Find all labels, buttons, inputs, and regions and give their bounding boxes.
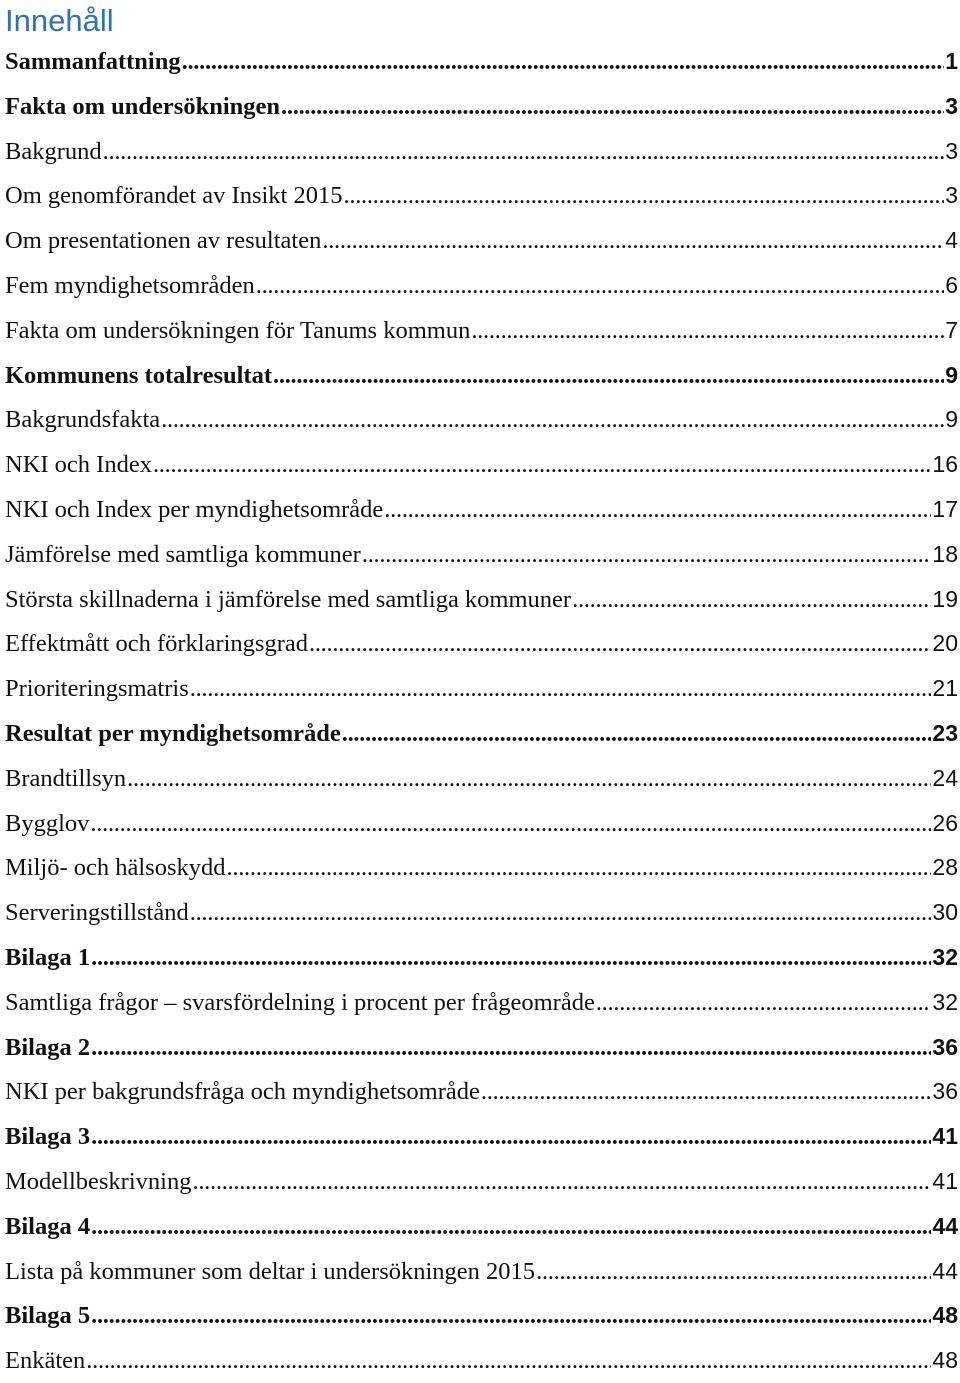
toc-entry[interactable] <box>0 129 960 174</box>
toc-entry-title: Fakta om undersökningen för Tanums kommun <box>5 316 471 344</box>
toc-entry-title: Fakta om undersökningen <box>5 92 281 120</box>
toc-entry[interactable] <box>0 711 960 756</box>
toc-entry[interactable] <box>0 980 960 1025</box>
toc-page-number: 7 <box>945 316 958 343</box>
toc-dot-leader <box>182 40 945 84</box>
toc-page-number: 3 <box>945 182 958 209</box>
toc-entry-title: NKI och Index <box>5 451 152 479</box>
toc-entry-title: Bilaga 2 <box>5 1033 91 1061</box>
toc-dot-leader <box>256 264 944 308</box>
toc-entry-title: Sammanfattning <box>5 48 181 75</box>
toc-entry-title: Lista på kommuner som deltar i undersökningen 2015 <box>5 1257 536 1285</box>
toc-entry[interactable] <box>0 263 960 308</box>
toc-page-number: 6 <box>945 271 958 298</box>
toc-entry[interactable] <box>0 577 960 622</box>
toc-page-number: 48 <box>932 1347 958 1374</box>
toc-page-number: 41 <box>932 1123 958 1150</box>
toc-entry-title: Modellbeskrivning <box>5 1167 192 1195</box>
toc-page-number: 1 <box>945 48 958 74</box>
toc-dot-leader <box>91 936 931 980</box>
toc-dot-leader <box>161 398 944 442</box>
toc-dot-leader <box>190 891 932 935</box>
toc-page-number: 4 <box>945 227 958 254</box>
toc-dot-leader <box>596 981 932 1025</box>
toc-entry-title: Resultat per myndighetsområde <box>5 719 341 747</box>
toc-dot-leader <box>91 1294 931 1338</box>
toc-dot-leader <box>471 309 944 353</box>
toc-page-number: 9 <box>945 406 958 433</box>
toc-entry[interactable] <box>0 39 960 84</box>
table-of-contents <box>0 39 960 1383</box>
toc-dot-leader <box>344 174 945 218</box>
toc-heading: Innehåll <box>5 3 114 38</box>
toc-dot-leader <box>103 130 945 174</box>
toc-dot-leader <box>153 443 931 487</box>
toc-entry-title: Kommunens totalresultat <box>5 361 272 389</box>
toc-entry[interactable] <box>0 1069 960 1114</box>
toc-page-number: 18 <box>932 540 958 567</box>
toc-page-number: 32 <box>932 988 958 1015</box>
toc-dot-leader <box>91 1205 931 1249</box>
toc-entry[interactable] <box>0 935 960 980</box>
toc-entry[interactable] <box>0 487 960 532</box>
toc-page-number: 26 <box>932 809 958 836</box>
toc-entry[interactable] <box>0 308 960 353</box>
toc-dot-leader <box>86 1339 931 1383</box>
toc-entry[interactable] <box>0 756 960 801</box>
toc-entry-title: Effektmått och förklaringsgrad <box>5 630 308 658</box>
toc-entry[interactable] <box>0 1025 960 1070</box>
toc-entry[interactable] <box>0 1204 960 1249</box>
toc-entry-title: Serveringstillstånd <box>5 899 189 927</box>
toc-dot-leader <box>536 1250 931 1294</box>
toc-dot-leader <box>322 219 944 263</box>
toc-entry[interactable] <box>0 621 960 666</box>
toc-entry[interactable] <box>0 1293 960 1338</box>
toc-dot-leader <box>192 1160 931 1204</box>
toc-dot-leader <box>281 85 944 129</box>
toc-page-number: 19 <box>932 585 958 612</box>
toc-page-number: 24 <box>932 764 958 791</box>
toc-dot-leader <box>227 846 932 890</box>
toc-entry[interactable] <box>0 84 960 129</box>
toc-entry-title: Bilaga 4 <box>5 1212 91 1240</box>
toc-page-number: 3 <box>945 137 958 164</box>
toc-dot-leader <box>91 1026 931 1070</box>
toc-page-number: 36 <box>932 1078 958 1105</box>
toc-page-number: 30 <box>932 899 958 926</box>
toc-entry-title: Samtliga frågor – svarsfördelning i procent per frågeområde <box>5 988 595 1016</box>
toc-page-number: 21 <box>932 675 958 702</box>
toc-dot-leader <box>90 802 931 846</box>
toc-dot-leader <box>190 667 932 711</box>
toc-entry[interactable] <box>0 1249 960 1294</box>
toc-entry-title: Fem myndighetsområden <box>5 271 255 299</box>
toc-entry-title: Bygglov <box>5 809 90 837</box>
toc-entry-title: Enkäten <box>5 1347 86 1375</box>
toc-entry[interactable] <box>0 442 960 487</box>
toc-entry-title: Bakgrund <box>5 137 102 165</box>
toc-page-number: 17 <box>932 495 958 522</box>
toc-page-number: 9 <box>945 361 958 388</box>
toc-entry[interactable] <box>0 1159 960 1204</box>
toc-entry-title: Bakgrundsfakta <box>5 406 161 434</box>
toc-page-number: 48 <box>932 1302 958 1329</box>
toc-dot-leader <box>273 354 944 398</box>
toc-entry[interactable] <box>0 1338 960 1383</box>
toc-entry[interactable] <box>0 801 960 846</box>
toc-dot-leader <box>362 533 932 577</box>
toc-entry-title: Bilaga 1 <box>5 943 91 971</box>
toc-entry-title: Om genomförandet av Insikt 2015 <box>5 182 343 210</box>
toc-page-number: 16 <box>932 451 958 478</box>
toc-dot-leader <box>309 622 931 666</box>
toc-entry-title: Största skillnaderna i jämförelse med samtliga kommuner <box>5 585 572 613</box>
toc-entry-title: NKI och Index per myndighetsområde <box>5 495 384 523</box>
toc-page-number: 20 <box>932 630 958 657</box>
toc-entry-title: Jämförelse med samtliga kommuner <box>5 540 361 568</box>
toc-entry-title: Prioriteringsmatris <box>5 675 189 703</box>
toc-page-number: 36 <box>932 1033 958 1060</box>
toc-entry[interactable] <box>0 173 960 218</box>
toc-entry-title: Bilaga 5 <box>5 1302 91 1330</box>
toc-dot-leader <box>481 1070 932 1114</box>
toc-entry[interactable] <box>0 397 960 442</box>
toc-dot-leader <box>384 488 931 532</box>
toc-entry-title: Om presentationen av resultaten <box>5 227 322 255</box>
toc-page-number: 32 <box>932 943 958 970</box>
toc-page-number: 3 <box>945 92 958 119</box>
toc-entry[interactable] <box>0 890 960 935</box>
toc-entry[interactable] <box>0 353 960 398</box>
toc-entry-title: Brandtillsyn <box>5 764 127 792</box>
toc-entry[interactable] <box>0 1114 960 1159</box>
toc-page-number: 44 <box>932 1257 958 1284</box>
toc-dot-leader <box>342 712 932 756</box>
toc-entry-title: NKI per bakgrundsfråga och myndighetsområde <box>5 1078 480 1106</box>
toc-entry[interactable] <box>0 666 960 711</box>
toc-entry[interactable] <box>0 218 960 263</box>
toc-dot-leader <box>91 1115 931 1159</box>
toc-dot-leader <box>572 578 931 622</box>
toc-page-number: 28 <box>932 854 958 881</box>
toc-entry[interactable] <box>0 532 960 577</box>
toc-dot-leader <box>127 757 931 801</box>
toc-page-number: 23 <box>932 719 958 746</box>
toc-entry[interactable] <box>0 845 960 890</box>
toc-page-number: 41 <box>932 1167 958 1194</box>
toc-entry-title: Bilaga 3 <box>5 1123 91 1151</box>
toc-entry-title: Miljö- och hälsoskydd <box>5 854 226 882</box>
toc-page-number: 44 <box>932 1212 958 1239</box>
